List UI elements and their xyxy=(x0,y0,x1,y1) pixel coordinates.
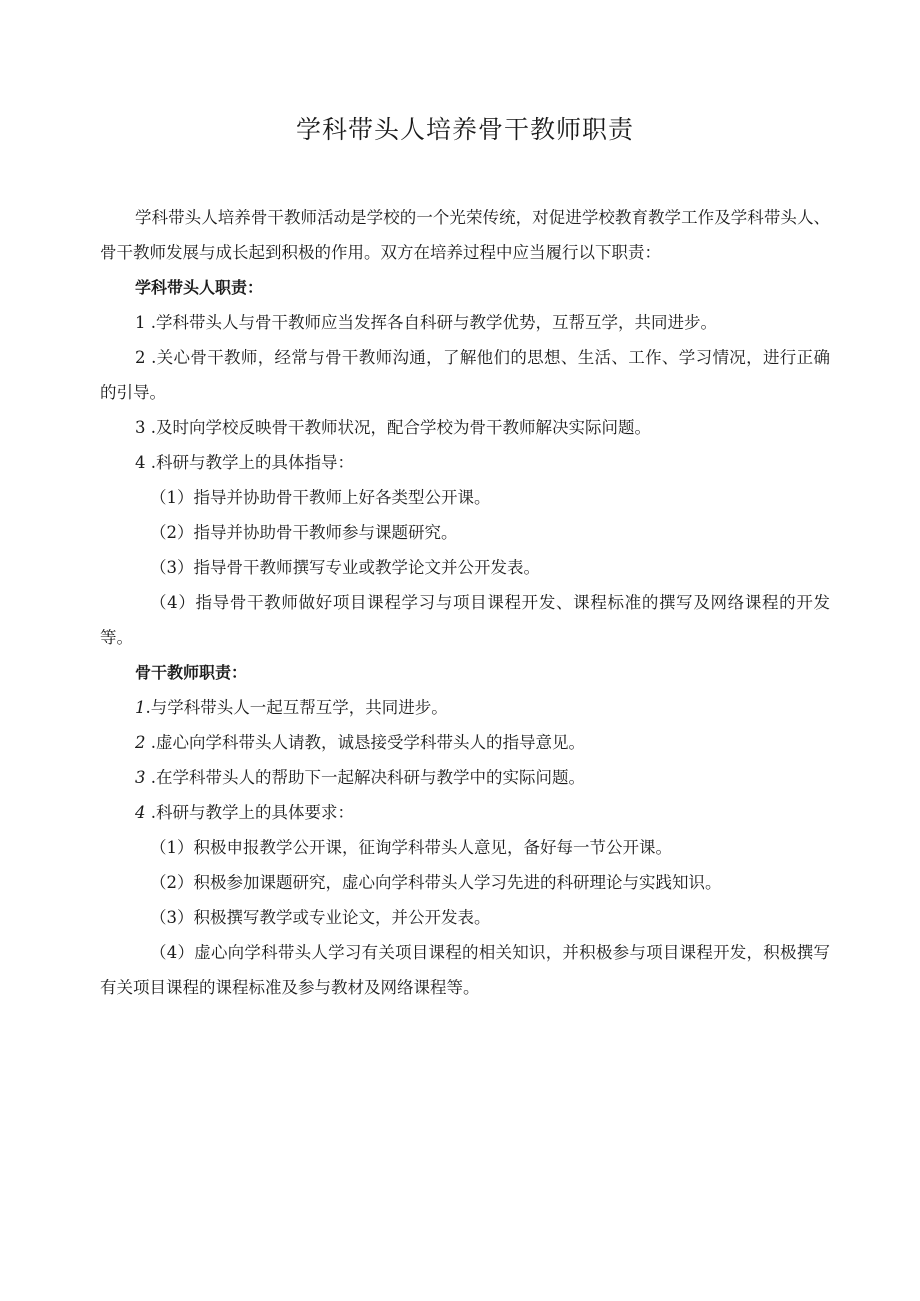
teacher-sub-item-3: （3）积极撰写教学或专业论文，并公开发表。 xyxy=(150,908,491,927)
intro-paragraph: 学科带头人培养骨干教师活动是学校的一个光荣传统，对促进学校教育教学工作及学科带头人、骨干教师发展与成长起到积极的作用。双方在培养过程中应当履行以下职责： xyxy=(100,208,830,262)
teacher-item-2-number: 2 xyxy=(135,733,146,752)
teacher-sub-item-4: （4）虚心向学科带头人学习有关项目课程的相关知识，并积极参与项目课程开发，积极撰写有关项目课程的课程标准及参与教材及网络课程等。 xyxy=(100,943,830,997)
teacher-item-4-number: 4 xyxy=(135,803,146,822)
teacher-item-1-text: .与学科带头人一起互帮互学，共同进步。 xyxy=(145,698,448,717)
teacher-item-3 xyxy=(100,760,830,795)
leader-item-1: 1 .学科带头人与骨干教师应当发挥各自科研与教学优势，互帮互学，共同进步。 xyxy=(135,313,717,332)
teacher-item-2 xyxy=(100,725,830,760)
teacher-section-heading: 骨干教师职责： xyxy=(135,663,248,682)
leader-sub-item-1: （1）指导并协助骨干教师上好各类型公开课。 xyxy=(150,488,491,507)
teacher-item-2-text: .虚心向学科带头人请教，诚恳接受学科带头人的指导意见。 xyxy=(145,733,585,752)
teacher-item-4 xyxy=(100,795,830,830)
leader-item-4: 4 .科研与教学上的具体指导： xyxy=(135,453,354,472)
leader-sub-item-2: （2）指导并协助骨干教师参与课题研究。 xyxy=(150,523,458,542)
teacher-item-3-number: 3 xyxy=(135,768,146,787)
leader-sub-item-4: （4）指导骨干教师做好项目课程学习与项目课程开发、课程标准的撰写及网络课程的开发等。 xyxy=(100,593,830,647)
teacher-item-1-number: 1 xyxy=(135,698,146,717)
leader-section-heading: 学科带头人职责： xyxy=(135,278,264,297)
leader-item-2: 2 .关心骨干教师，经常与骨干教师沟通，了解他们的思想、生活、工作、学习情况，进行正确的引导。 xyxy=(100,348,830,402)
document-body xyxy=(100,200,830,1005)
teacher-item-3-text: .在学科带头人的帮助下一起解决科研与教学中的实际问题。 xyxy=(145,768,585,787)
teacher-sub-item-2: （2）积极参加课题研究，虚心向学科带头人学习先进的科研理论与实践知识。 xyxy=(150,873,722,892)
leader-item-3: 3 .及时向学校反映骨干教师状况，配合学校为骨干教师解决实际问题。 xyxy=(135,418,651,437)
document-title: 学科带头人培养骨干教师职责 xyxy=(295,115,634,144)
teacher-item-1 xyxy=(100,690,830,725)
teacher-sub-item-1: （1）积极申报教学公开课，征询学科带头人意见，备好每一节公开课。 xyxy=(150,838,672,857)
leader-sub-item-3: （3）指导骨干教师撰写专业或教学论文并公开发表。 xyxy=(150,558,540,577)
teacher-item-4-text: .科研与教学上的具体要求： xyxy=(145,803,354,822)
